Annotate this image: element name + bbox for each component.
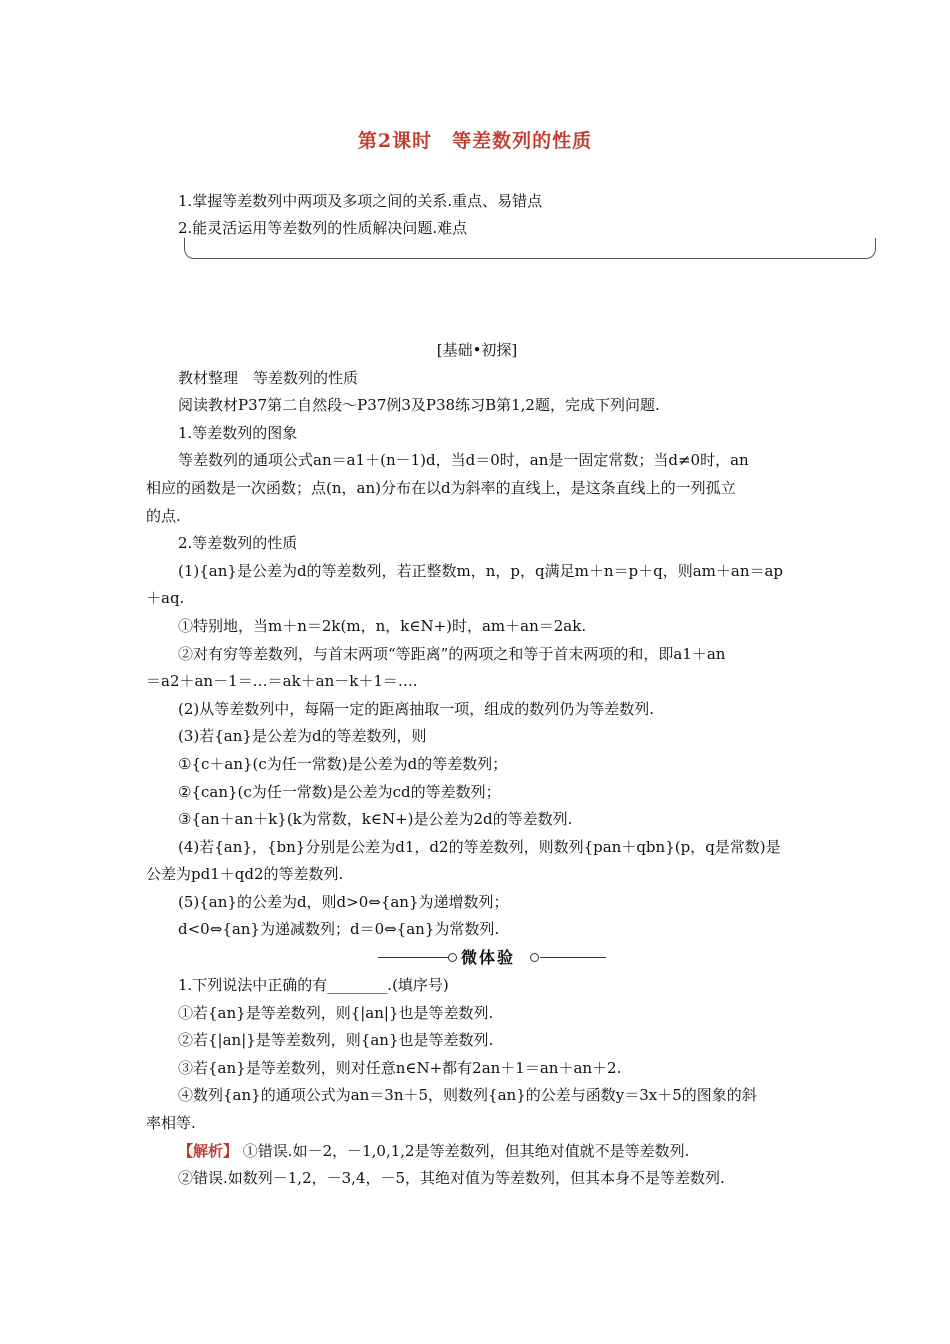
text-line: (2)从等差数列中，每隔一定的距离抽取一项，组成的数列仍为等差数列. xyxy=(178,699,655,718)
analysis-line xyxy=(146,1138,808,1166)
divider-circle-icon xyxy=(448,953,457,962)
exercise-line: ①若{an}是等差数列，则{|an|}也是等差数列. xyxy=(178,1003,494,1022)
text-line: ＝a2＋an－1＝…＝ak＋an－k＋1＝…. xyxy=(146,672,418,691)
micro-title: 微体验 xyxy=(461,948,516,968)
text-line: ③{an＋an＋k}(k为常数，k∈N+)是公差为2d的等差数列. xyxy=(178,810,573,829)
text-line: 等差数列的通项公式an＝a1＋(n－1)d，当d＝0时，an是一固定常数；当d≠0时，an xyxy=(178,451,749,470)
learning-goals xyxy=(178,188,542,242)
text-line: 教材整理 等差数列的性质 xyxy=(178,368,359,387)
exercise-line: ②若{|an|}是等差数列，则{an}也是等差数列. xyxy=(178,1031,494,1050)
analysis-tag: 【解析】 xyxy=(178,1141,239,1160)
text-line: 阅读教材P37第二自然段～P37例3及P38练习B第1,2题，完成下列问题. xyxy=(178,396,660,415)
analysis-line: ②错误.如数列－1,2，－3,4，－5，其绝对值为等差数列，但其本身不是等差数列. xyxy=(178,1169,725,1188)
divider-line xyxy=(378,957,448,958)
exercise-line: 1.下列说法中正确的有________.(填序号) xyxy=(178,976,449,995)
text-line: 1.等差数列的图象 xyxy=(178,423,298,442)
analysis-text: ①错误.如－2，－1,0,1,2是等差数列，但其绝对值就不是等差数列. xyxy=(242,1141,690,1160)
goals-bracket-frame xyxy=(184,238,876,259)
text-line: ①{c＋an}(c为任一常数)是公差为d的等差数列； xyxy=(178,754,508,773)
text-line: 的点. xyxy=(146,506,181,525)
micro-experience-divider xyxy=(146,944,808,972)
main-content xyxy=(146,337,808,1193)
text-line: d<0⇔{an}为递减数列；d＝0⇔{an}为常数列. xyxy=(178,920,500,939)
text-line: (1){an}是公差为d的等差数列，若正整数m，n，p，q满足m＋n＝p＋q，则am＋an＝ap xyxy=(178,561,784,580)
text-line: 公差为pd1＋qd2的等差数列. xyxy=(146,865,344,884)
exercise-line: 率相等. xyxy=(146,1114,196,1133)
text-line: ②对有穷等差数列，与首末两项“等距离”的两项之和等于首末两项的和，即a1＋an xyxy=(178,644,726,663)
exercise-line: ③若{an}是等差数列，则对任意n∈N+都有2an＋1＝an＋an＋2. xyxy=(178,1058,622,1077)
exercise-line: ④数列{an}的通项公式为an＝3n＋5，则数列{an}的公差与函数y＝3x＋5的图象的斜 xyxy=(178,1086,757,1105)
divider-circle-icon xyxy=(530,953,539,962)
text-line: ②{can}(c为任一常数)是公差为cd的等差数列； xyxy=(178,782,501,801)
text-line: ①特别地，当m＋n＝2k(m，n，k∈N+)时，am＋an＝2ak. xyxy=(178,616,587,635)
goal-item: 1.掌握等差数列中两项及多项之间的关系.重点、易错点 xyxy=(178,192,543,210)
text-line: 2.等差数列的性质 xyxy=(178,534,298,553)
lesson-title: 第2课时 等差数列的性质 xyxy=(357,130,593,152)
text-line: (4)若{an}，{bn}分别是公差为d1，d2的等差数列，则数列{pan＋qbn}(p，q是常数)是 xyxy=(178,837,781,856)
goal-item: 2.能灵活运用等差数列的性质解决问题.难点 xyxy=(178,219,468,237)
divider-line xyxy=(540,957,606,958)
text-line: (3)若{an}是公差为d的等差数列，则 xyxy=(178,727,427,746)
text-line: (5){an}的公差为d，则d>0⇔{an}为递增数列； xyxy=(178,892,509,911)
text-line: ＋aq. xyxy=(146,589,185,608)
text-line: 相应的函数是一次函数；点(n，an)分布在以d为斜率的直线上，是这条直线上的一列孤立 xyxy=(146,478,736,497)
section-header: [基础•初探] xyxy=(436,341,518,359)
